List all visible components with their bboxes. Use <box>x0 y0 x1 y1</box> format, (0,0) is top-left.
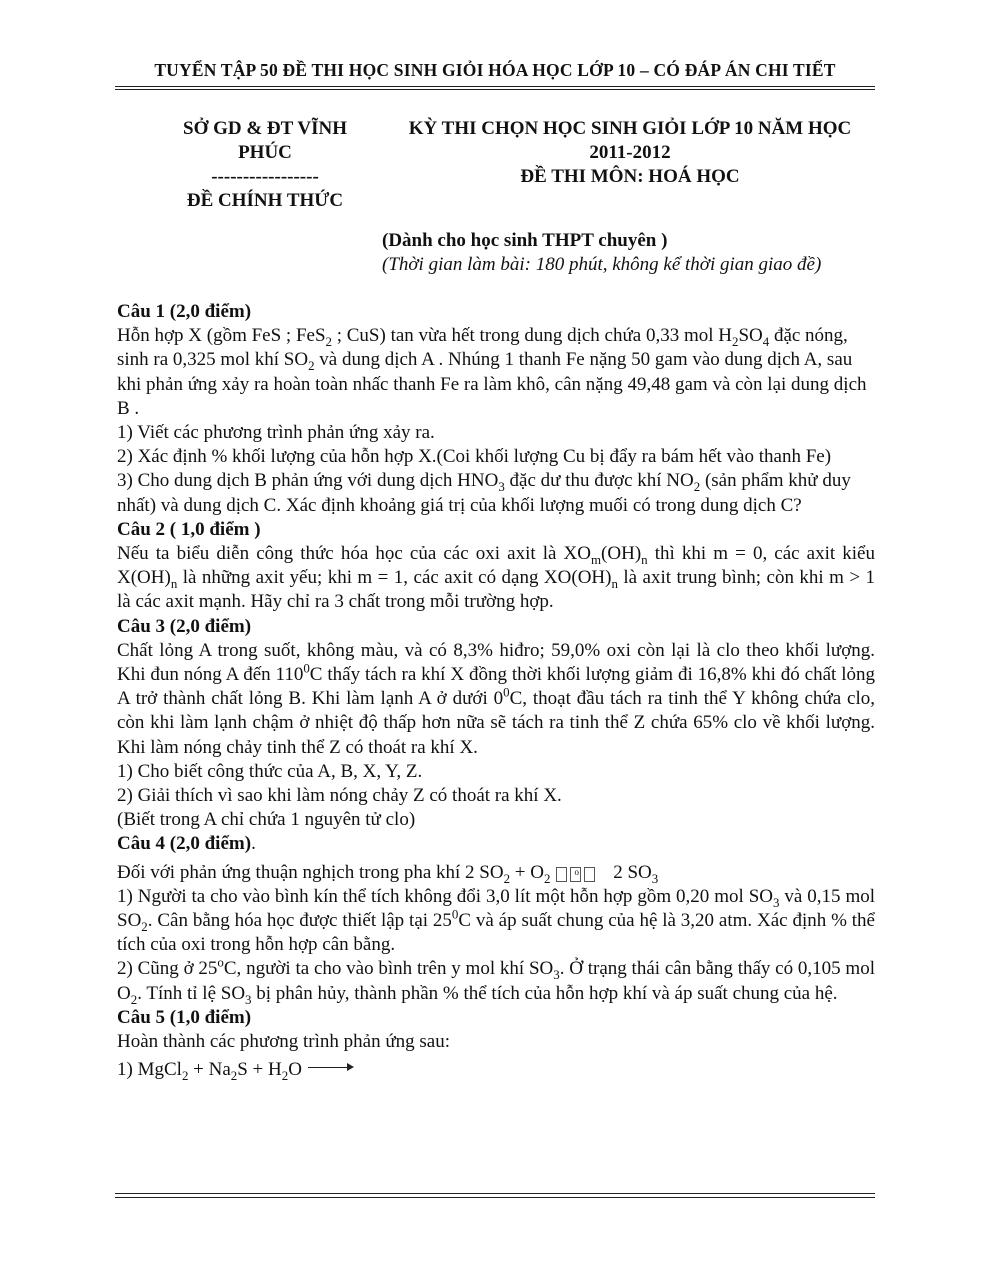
exam-body <box>117 300 875 1083</box>
reaction-arrow-icon <box>308 1067 352 1068</box>
question-1-intro: Hỗn hợp X (gồm FeS ; FeS$_2$ ; CuS) tan vừa hết trong dung dịch chứa 0,33 mol $H_2SO_4$ đặc nóng, sinh ra 0,325 mol khí $SO_2$ và dung dịch A . Nhúng 1 thanh Fe nặng 50 gam vào dung dịch A, sau khi phản ứng xảy ra hoàn toàn nhấc thanh Fe ra làm khô, cân nặng 49,48 gam và còn lại dung dịch B . <box>117 325 867 419</box>
question-4-item-1: 1) Người ta cho vào bình kín thể tích không đổi 3,0 lít một hỗn hợp gồm 0,20 mol $SO_3$ và 0,15 mol $SO_2$. Cân bằng hóa học được thiết lập tại $25^0C$ và áp suất chung của hệ là 3,20 atm. Xác định % thể tích của oxi trong hỗn hợp cân bằng. <box>117 885 875 956</box>
question-2-text: Nếu ta biểu diễn công thức hóa học của các oxi axit là $XO_m(OH)_n$ thì khi m = 0, các axit kiểu $X(OH)_n$ là những axit yếu; khi m = 1, các axit có dạng $XO(OH)_n$ là axit trung bình; còn khi m > 1 là các axit mạnh. Hãy chỉ ra 3 chất trong mỗi trường hợp. <box>117 543 875 613</box>
question-3-text: Chất lỏng A trong suốt, không màu, và có 8,3% hiđro; 59,0% oxi còn lại là clo theo khối lượng. Khi đun nóng A đến $110^0C$ thấy tách ra khí X đồng thời khối lượng giảm đi 16,8% khi đó chất lỏng A trở thành chất lỏng B. Khi làm lạnh A ở dưới $0^0C$, thoạt đầu tách ra tinh thể Y không chứa clo, còn khi làm lạnh chậm ở nhiệt độ thấp hơn nữa sẽ tách ra tinh thể Z chứa 65% clo về khối lượng. Khi làm nóng chảy tinh thể Z có thoát ra khí X. <box>117 639 875 758</box>
question-5-heading: Câu 5 (1,0 điểm) <box>117 1006 252 1028</box>
question-1-item-1: 1) Viết các phương trình phản ứng xảy ra. <box>117 422 435 444</box>
question-4-equation: Đối với phản ứng thuận nghịch trong pha khí 2 $SO_2 + O_2$ o 2 $SO_3$ <box>117 861 659 886</box>
header-divider <box>115 89 875 90</box>
question-1-item-3: 3) Cho dung dịch B phản ứng với dung dịch $HNO_3$ đặc dư thu được khí $NO_2$ (sản phẩm khử duy nhất) và dung dịch C. Xác định khoảng giá trị của khối lượng muối có trong dung dịch C? <box>117 470 851 516</box>
question-1-heading: Câu 1 (2,0 điểm) <box>117 301 252 322</box>
question-1-item-2: 2) Xác định % khối lượng của hỗn hợp X.(Coi khối lượng Cu bị đẩy ra bám hết vào thanh Fe) <box>117 446 832 468</box>
time-note: (Thời gian làm bài: 180 phút, không kể thời gian giao đề) <box>382 254 822 275</box>
question-3-item-1: 1) Cho biết công thức của A, B, X, Y, Z. <box>117 760 423 782</box>
exam-title-line-1: KỲ THI CHỌN HỌC SINH GIỎI LỚP 10 NĂM HỌC <box>408 118 852 139</box>
question-4-item-2: 2) Cũng ở 25$^o$C, người ta cho vào bình trên y mol khí $SO_3$. Ở trạng thái cân bằng thấy có 0,105 mol $O_2$. Tính tỉ lệ $SO_3$ bị phân hủy, thành phần % thể tích của hỗn hợp khí và áp suất chung của hệ. <box>117 955 875 1007</box>
question-5-equation-1: 1) MgCl$_2$ + $Na_2S + H_2O$ <box>117 1058 875 1082</box>
header-divider <box>115 86 875 87</box>
document-header-title: TUYỂN TẬP 50 ĐỀ THI HỌC SINH GIỎI HÓA HỌC LỚP 10 – CÓ ĐÁP ÁN CHI TIẾT <box>154 60 836 80</box>
question-5-intro: Hoàn thành các phương trình phản ứng sau: <box>117 1031 450 1053</box>
official-label: ĐỀ CHÍNH THỨC <box>186 190 344 211</box>
issuer-dashes: ----------------- <box>211 166 319 187</box>
exam-title-line-2: 2011-2012 <box>589 142 671 163</box>
question-4-heading: Câu 4 (2,0 điểm). <box>117 833 256 855</box>
question-3-note: (Biết trong A chỉ chứa 1 nguyên tử clo) <box>117 809 416 831</box>
issuer-block <box>150 117 380 213</box>
exam-title-block <box>390 117 870 189</box>
audience-note: (Dành cho học sinh THPT chuyên ) <box>382 230 668 251</box>
question-3-item-2: 2) Giải thích vì sao khi làm nóng chảy Z có thoát ra khí X. <box>117 785 562 807</box>
issuer-line-1: SỞ GD & ĐT VĨNH <box>183 118 347 139</box>
exam-subject: ĐỀ THI MÔN: HOÁ HỌC <box>520 166 740 187</box>
issuer-line-2: PHÚC <box>238 142 292 163</box>
question-3-heading: Câu 3 (2,0 điểm) <box>117 615 252 637</box>
footer-divider <box>115 1193 875 1194</box>
question-2-heading: Câu 2 ( 1,0 điểm ) <box>117 518 261 540</box>
equilibrium-arrow-icon: o <box>556 865 602 881</box>
footer-divider <box>115 1197 875 1198</box>
